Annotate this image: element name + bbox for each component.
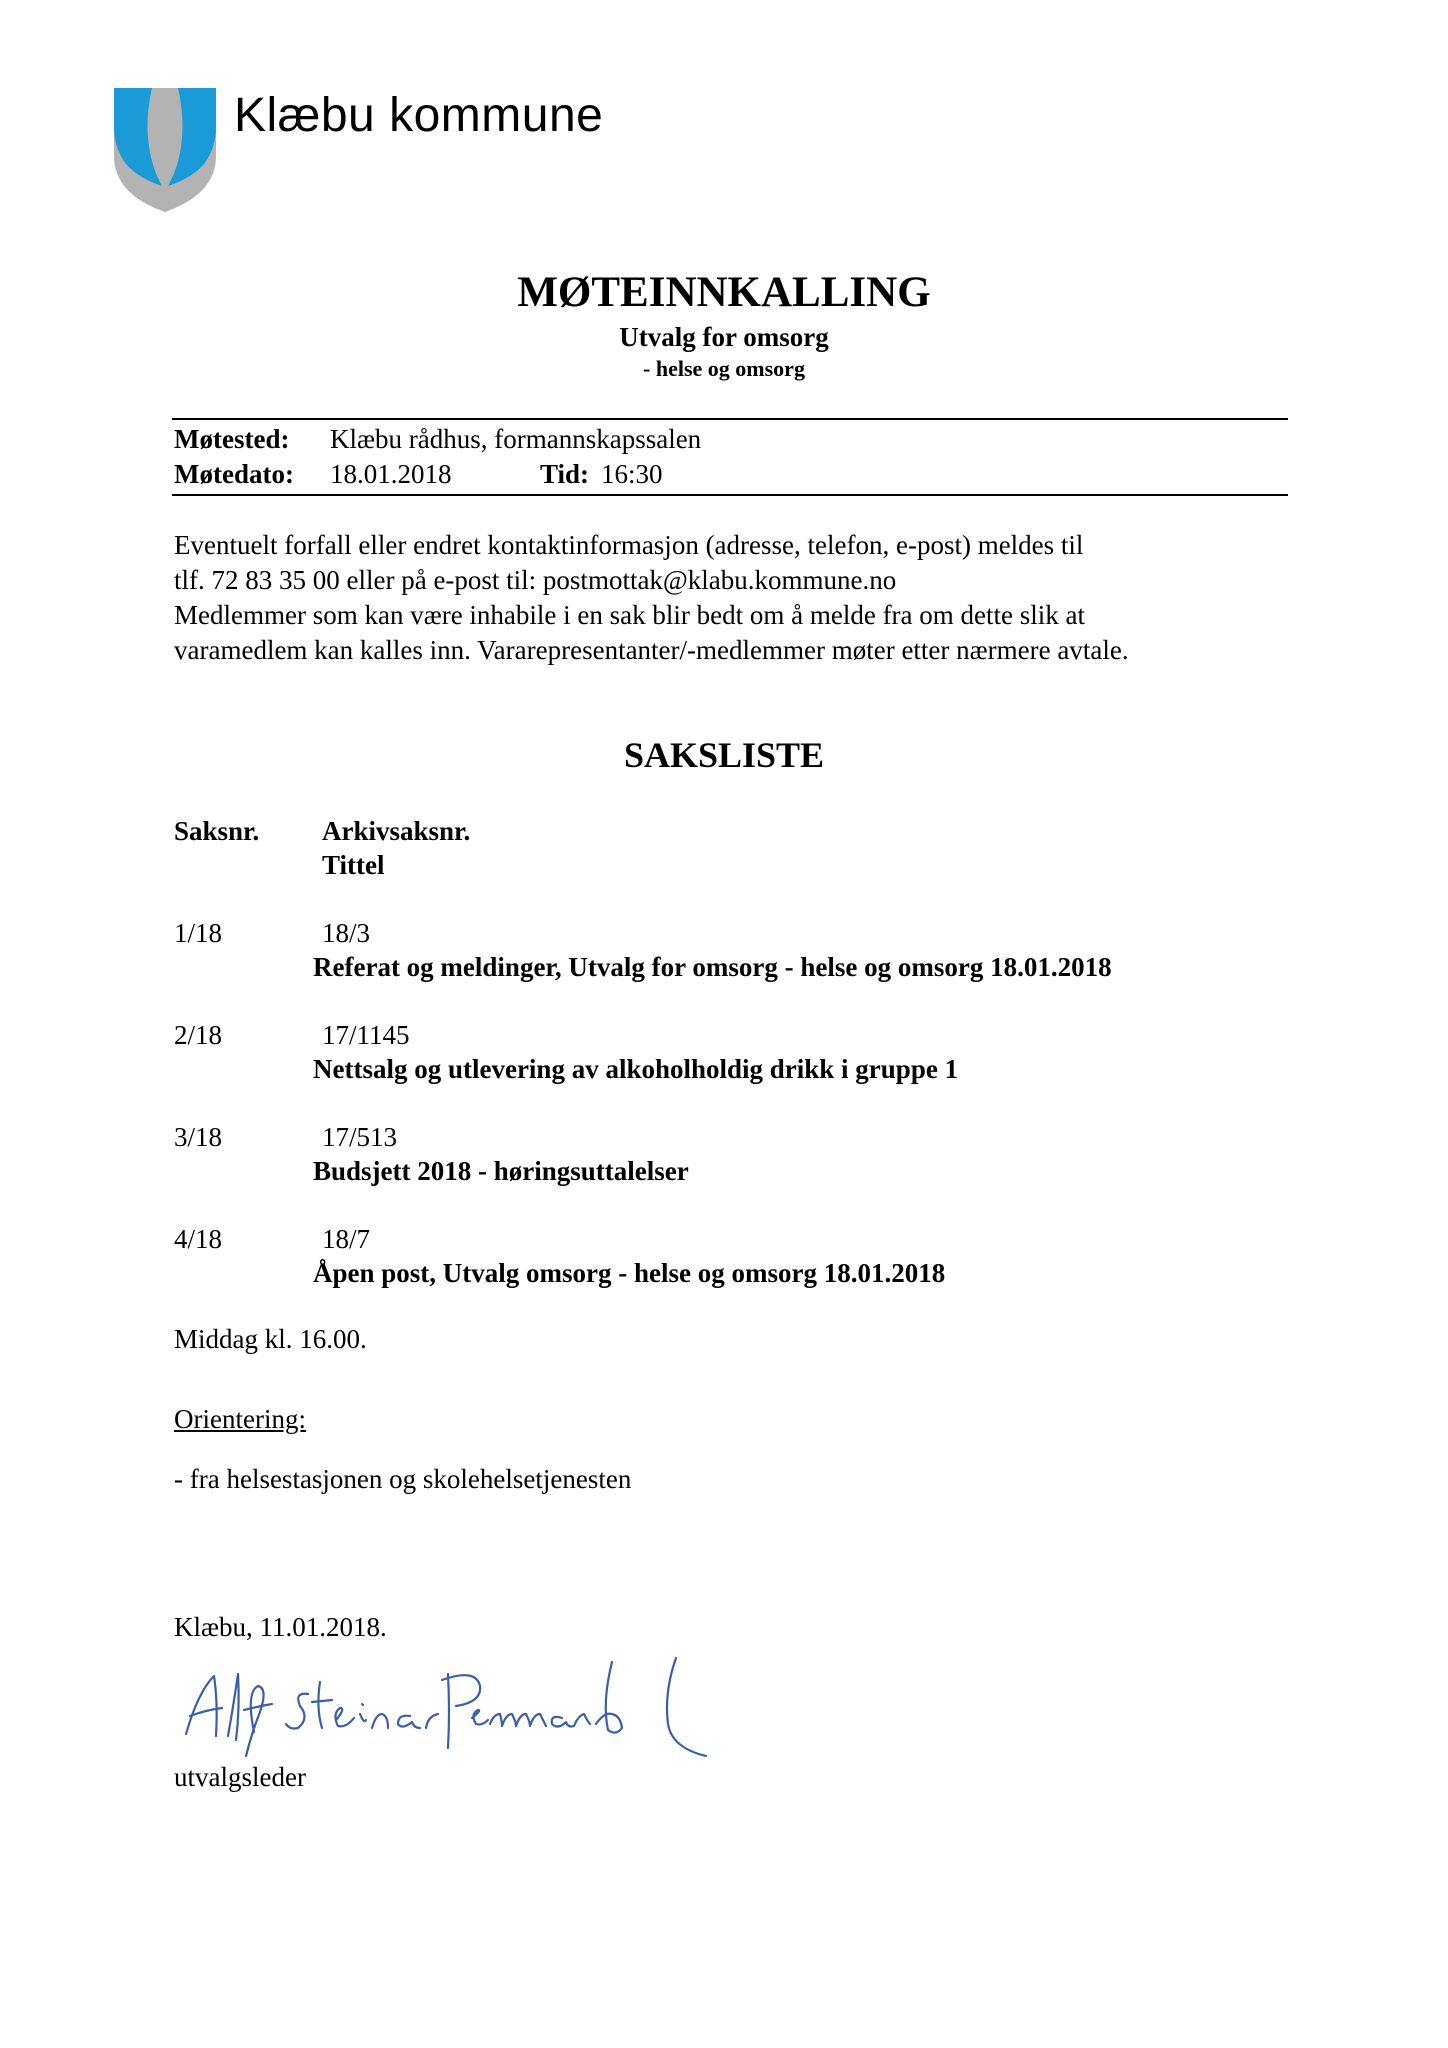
agenda-item-saksnr: 1/18 bbox=[174, 918, 223, 948]
orientation-heading: Orientering: bbox=[174, 1404, 306, 1434]
agenda-item-arkivsaksnr: 18/3 bbox=[322, 918, 371, 948]
agenda-item-saksnr: 4/18 bbox=[174, 1224, 223, 1254]
agenda-title: SAKSLISTE bbox=[623, 735, 825, 775]
meeting-date-value: 18.01.2018 bbox=[330, 459, 452, 489]
agenda-item-title: Nettsalg og utlevering av alkoholholdig drikk i gruppe 1 bbox=[313, 1054, 959, 1084]
agenda-item-saksnr: 3/18 bbox=[174, 1122, 223, 1152]
column-header-saksnr: Saksnr. bbox=[174, 816, 260, 846]
info-paragraph: Eventuelt forfall eller endret kontaktinformasjon (adresse, telefon, e-post) meldes til tlf. 72 83 35 00 eller på e-post til: postmottak@klabu.kommune.no Medlemmer som kan være inhabile i en sak blir bedt om å melde fra om dette slik at varamedlem kan kalles inn. Vararepresentanter/-medlemmer møter etter nærmere avtale. bbox=[174, 530, 1129, 665]
meeting-time-value: 16:30 bbox=[601, 459, 663, 489]
agenda-item-arkivsaksnr: 17/1145 bbox=[322, 1020, 410, 1050]
orientation-item: - fra helsestasjonen og skolehelsetjenesten bbox=[174, 1464, 632, 1494]
signatory-role: utvalgsleder bbox=[174, 1762, 306, 1792]
column-header-arkivsaksnr: Arkivsaksnr. bbox=[322, 816, 471, 846]
organization-name: Klæbu kommune bbox=[234, 89, 604, 142]
meeting-place-label: Møtested: bbox=[174, 424, 290, 454]
committee-subname: - helse og omsorg bbox=[643, 356, 805, 381]
agenda-item-title: Referat og meldinger, Utvalg for omsorg - helse og omsorg 18.01.2018 bbox=[313, 952, 1112, 982]
agenda-item-saksnr: 2/18 bbox=[174, 1020, 223, 1050]
place-and-date: Klæbu, 11.01.2018. bbox=[174, 1612, 387, 1642]
meeting-place-value: Klæbu rådhus, formannskapssalen bbox=[330, 424, 702, 454]
agenda-item-title: Budsjett 2018 - høringsuttalelser bbox=[313, 1156, 689, 1186]
handwritten-signature bbox=[176, 1652, 716, 1762]
committee-name: Utvalg for omsorg bbox=[619, 322, 829, 352]
meeting-date-label: Møtedato: bbox=[174, 459, 294, 489]
document-title: MØTEINNKALLING bbox=[517, 269, 931, 316]
meeting-time-label: Tid: bbox=[540, 459, 590, 489]
agenda-item-title: Åpen post, Utvalg omsorg - helse og omsorg 18.01.2018 bbox=[313, 1258, 946, 1288]
column-header-tittel: Tittel bbox=[322, 850, 385, 880]
dinner-note: Middag kl. 16.00. bbox=[174, 1324, 367, 1354]
top-divider bbox=[172, 418, 1288, 420]
agenda-item-arkivsaksnr: 18/7 bbox=[322, 1224, 371, 1254]
municipality-coat-of-arms-logo bbox=[112, 86, 218, 214]
agenda-item-arkivsaksnr: 17/513 bbox=[322, 1122, 398, 1152]
bottom-divider bbox=[172, 494, 1288, 496]
